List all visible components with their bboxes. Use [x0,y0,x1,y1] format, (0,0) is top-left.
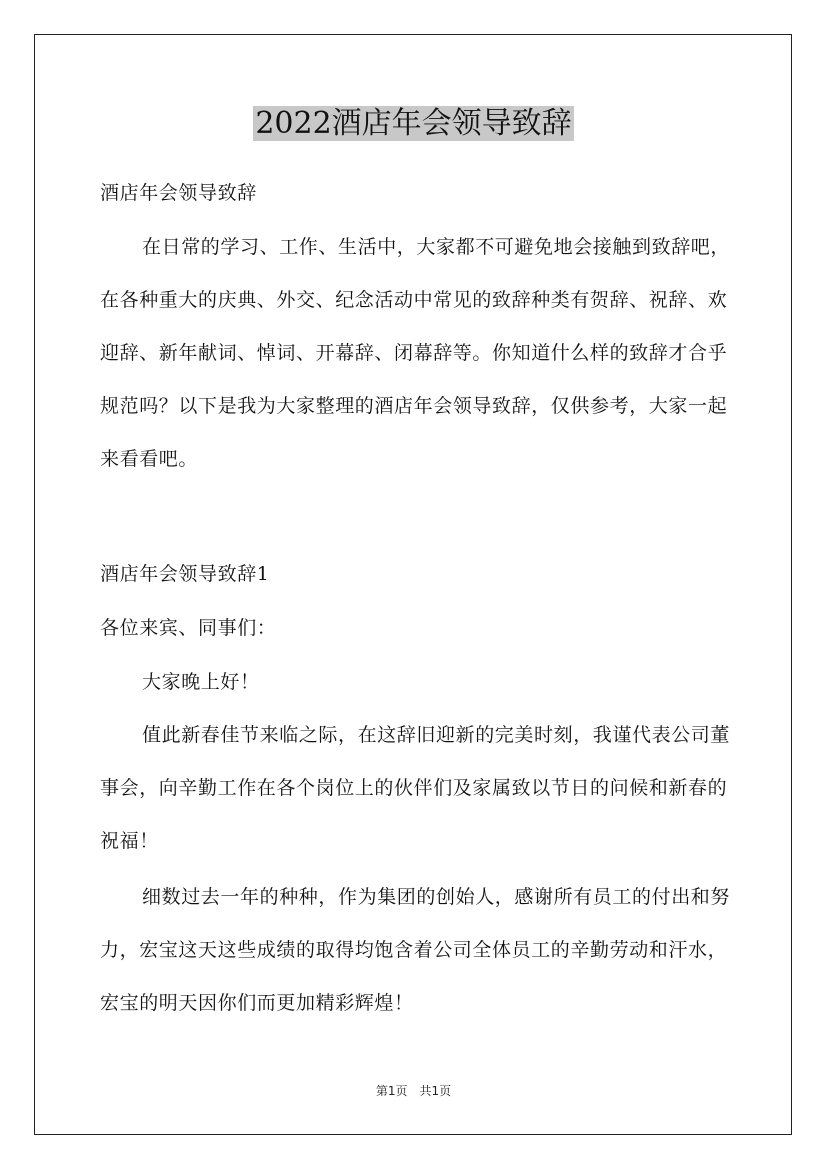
document-title-text: 2022酒店年会领导致辞 [255,106,572,141]
salutation: 各位来宾、同事们： [100,617,277,639]
body-paragraph-1: 值此新春佳节来临之际，在这辞旧迎新的完美时刻，我谨代表公司董事会，向辛勤工作在各个岗位上的伙伴们及家属致以节日的问候和新春的祝福！ [100,724,731,852]
document-subtitle: 酒店年会领导致辞 [100,182,257,204]
section-heading: 酒店年会领导致辞1 [100,563,270,585]
body-paragraph-2: 细数过去一年的种种，作为集团的创始人，感谢所有员工的付出和努力，宏宝这天这些成绩的取得均饱含着公司全体员工的辛勤劳动和汗水，宏宝的明天因你们而更加精彩辉煌！ [100,886,731,1014]
intro-paragraph: 在日常的学习、工作、生活中，大家都不可避免地会接触到致辞吧，在各种重大的庆典、外交、纪念活动中常见的致辞种类有贺辞、祝辞、欢迎辞、新年献词、悼词、开幕辞、闭幕辞等。你知道什么样的致辞才合乎规范吗？以下是我为大家整理的酒店年会领导致辞，仅供参考，大家一起来看看吧。 [100,236,731,470]
greeting: 大家晚上好！ [142,671,260,693]
page-number-footer: 第1页 共1页 [375,1084,452,1098]
document-title [0,102,827,146]
